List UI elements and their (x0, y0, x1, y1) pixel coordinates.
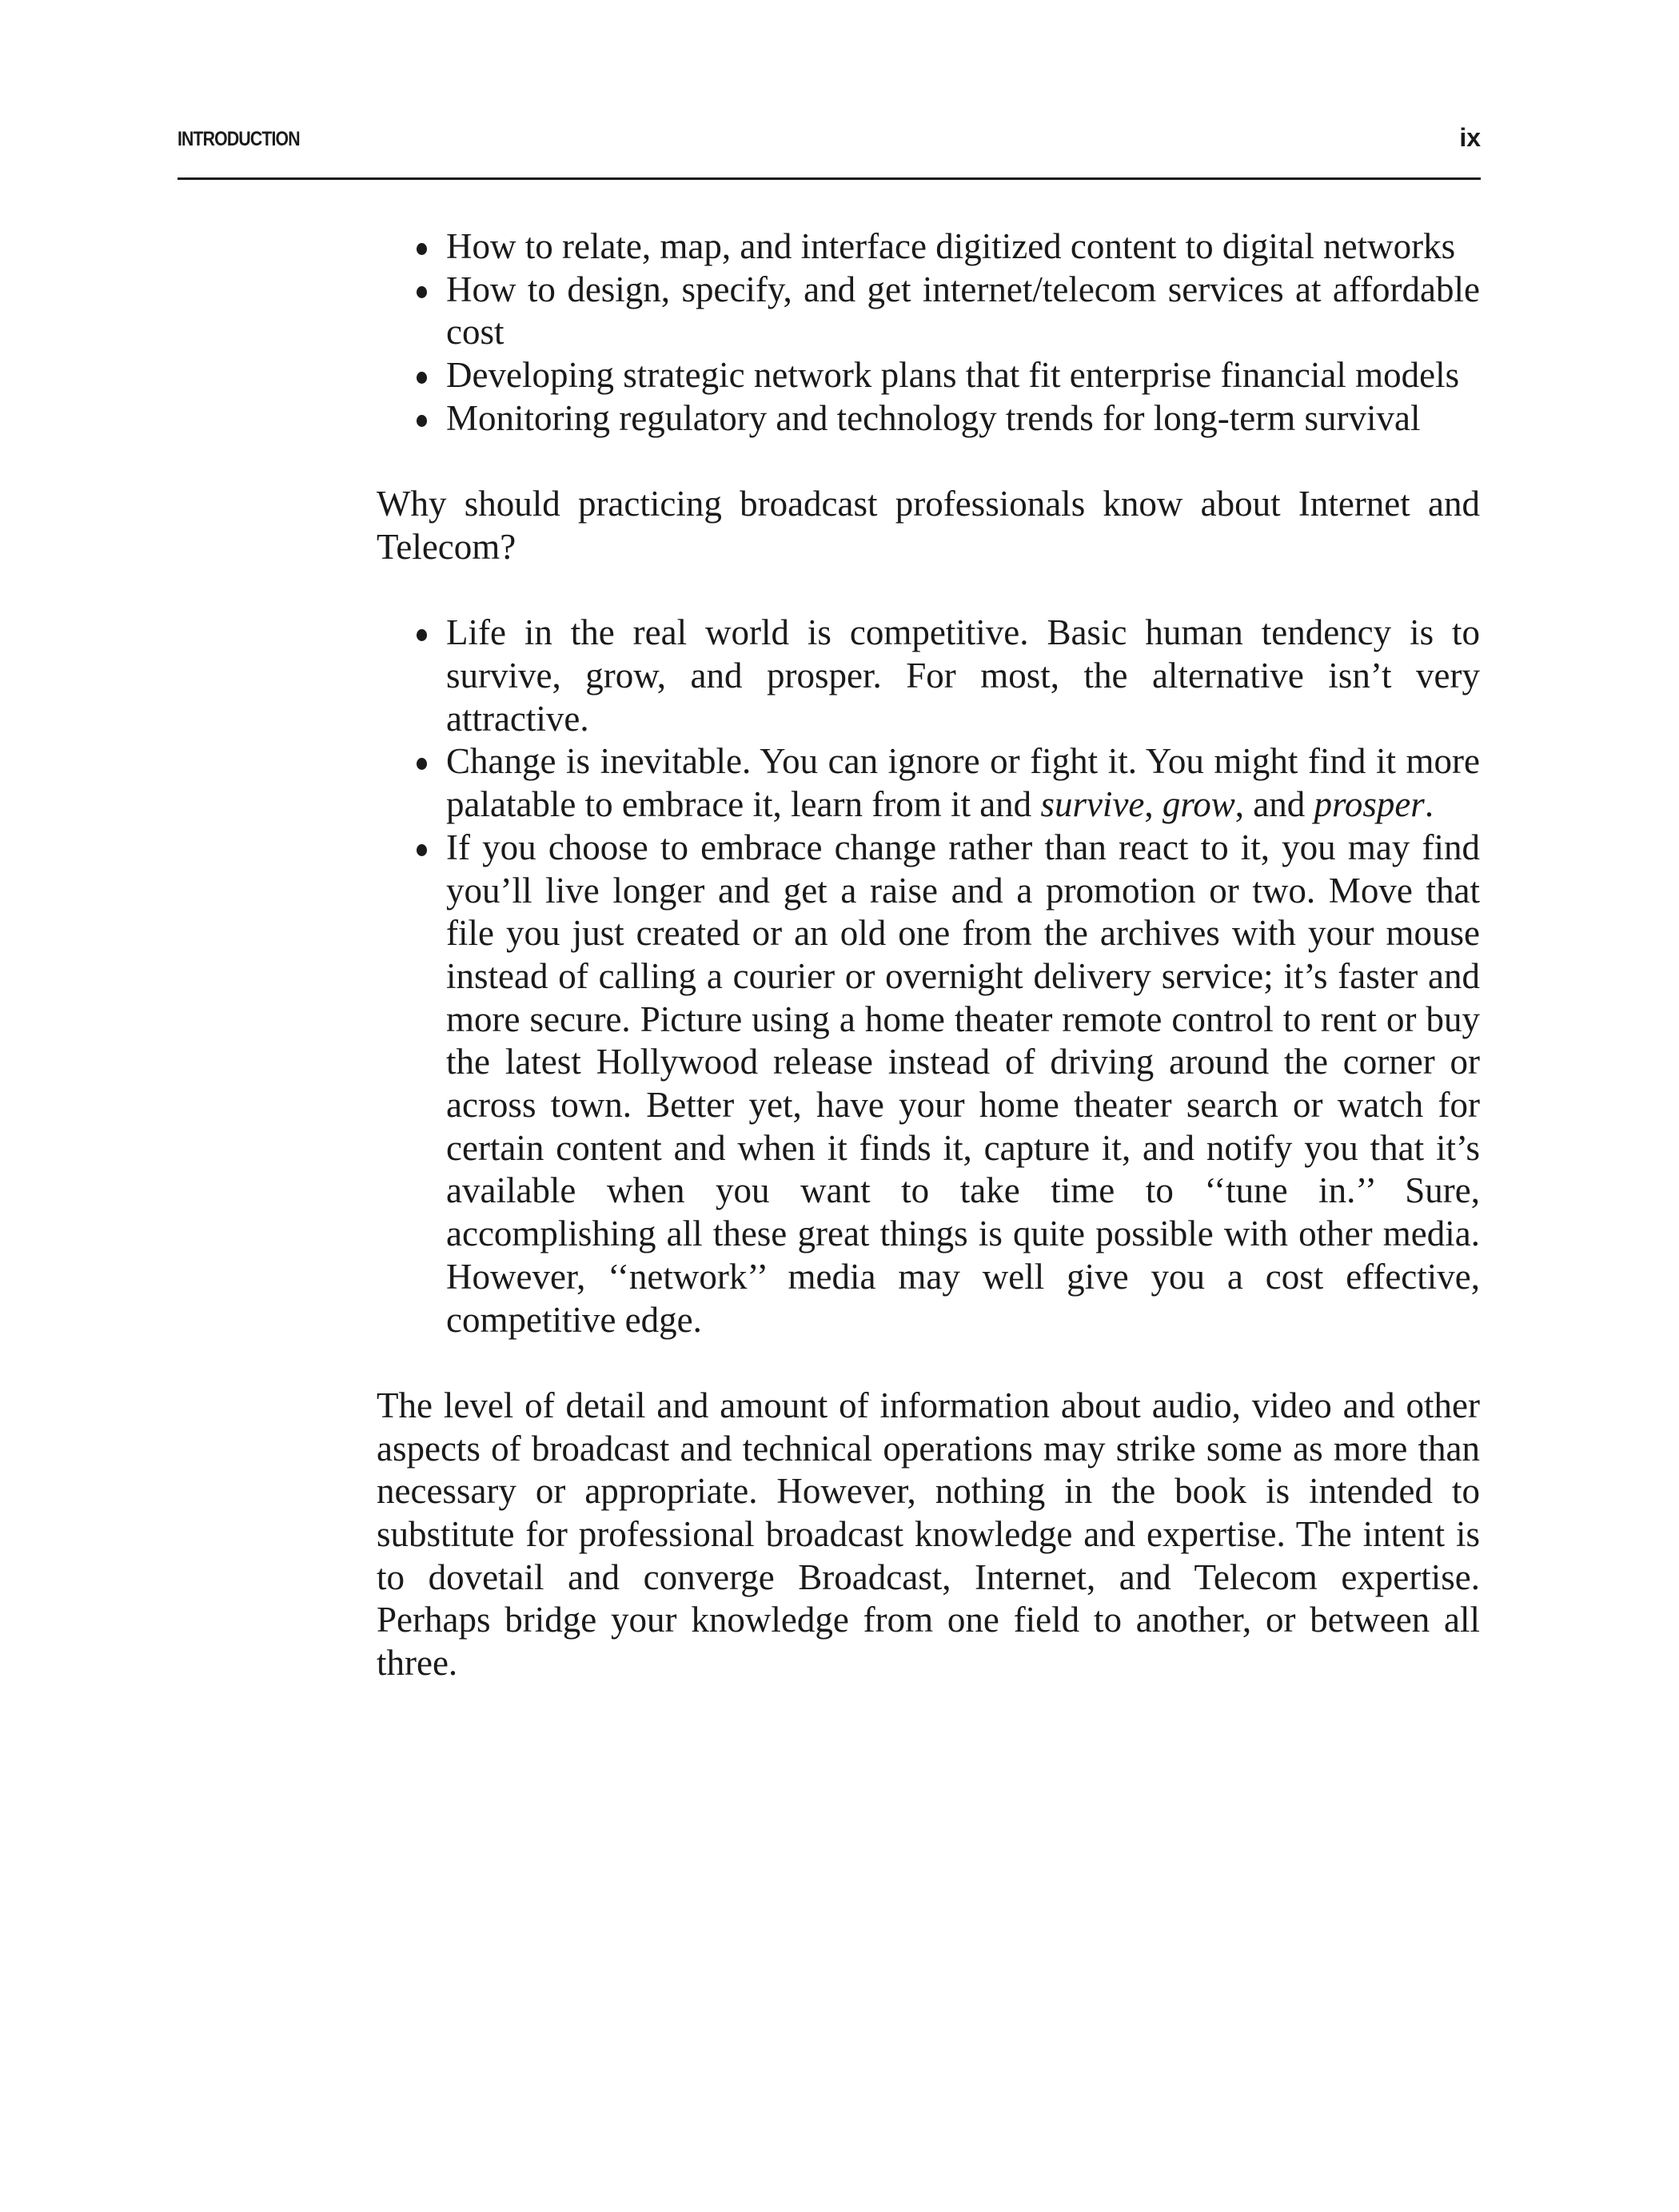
skills-list (377, 225, 1480, 440)
reasons-list (377, 612, 1480, 1341)
bullet-icon (417, 629, 427, 641)
list-item (377, 354, 1480, 397)
emphasis-text: survive (1040, 784, 1145, 825)
bullet-icon (417, 415, 427, 427)
list-item (377, 397, 1480, 440)
header-rule (177, 177, 1481, 180)
bullet-icon (417, 758, 427, 770)
list-item-text: Change is inevitable. You can ignore or fight it. You might find it more palatable to embrace it, learn from it and (446, 741, 1480, 825)
list-item-text: , (1144, 784, 1163, 825)
bullet-icon (417, 372, 427, 384)
list-item (377, 269, 1480, 354)
question-paragraph: Why should practicing broadcast professionals know about Internet and Telecom? (377, 484, 1480, 567)
list-item (377, 740, 1480, 826)
bullet-icon (417, 243, 427, 255)
closing-paragraph: The level of detail and amount of information about audio, video and other aspects of broadcast and technical operations may strike some as more than necessary or appropriate. However, nothing in the book is intended to substitute for professional broadcast knowledge and expertise. The intent is to dovetail and converge Broadcast, Internet, and Telecom expertise. Perhaps bridge your knowledge from one field to another, or between all three. (377, 1385, 1480, 1684)
page-number: ix (1459, 123, 1481, 152)
list-item-text: , and (1234, 784, 1314, 825)
list-item-text: Developing strategic network plans that fit enterprise financial models (446, 355, 1460, 396)
page-body (377, 225, 1480, 1685)
section-title: INTRODUCTION (177, 128, 300, 150)
bullet-icon (417, 844, 427, 856)
running-header (177, 123, 1481, 160)
emphasis-text: grow (1162, 784, 1235, 825)
list-item-text: Monitoring regulatory and technology trends for long-term survival (446, 397, 1421, 438)
list-item-text: How to relate, map, and interface digitized content to digital networks (446, 226, 1456, 266)
emphasis-text: prosper (1314, 784, 1425, 825)
bullet-icon (417, 286, 427, 298)
list-item-text: If you choose to embrace change rather than react to it, you may find you’ll live longer and get a raise and a promotion or two. Move that file you just created or an old one from the archives with your mouse instead of calling a courier or overnight delivery service; it’s faster and more secure. Picture using a home theater remote control to rent or buy the latest Hollywood release instead of driving around the corner or across town. Better yet, have your home theater search or watch for certain content and when it finds it, capture it, and notify you that it’s available when you want to take time to ‘‘tune in.’’ Sure, accomplishing all these great things is quite possible with other media. However, ‘‘network’’ media may well give you a cost effective, competitive edge. (446, 827, 1480, 1340)
list-item (377, 225, 1480, 269)
list-item (377, 612, 1480, 740)
list-item-text: . (1424, 784, 1434, 825)
list-item-text: Life in the real world is competitive. Basic human tendency is to survive, grow, and prosper. For most, the alternative isn’t very attractive. (446, 612, 1480, 739)
list-item (377, 827, 1480, 1341)
list-item-text: How to design, specify, and get internet/telecom services at affordable cost (446, 269, 1480, 353)
